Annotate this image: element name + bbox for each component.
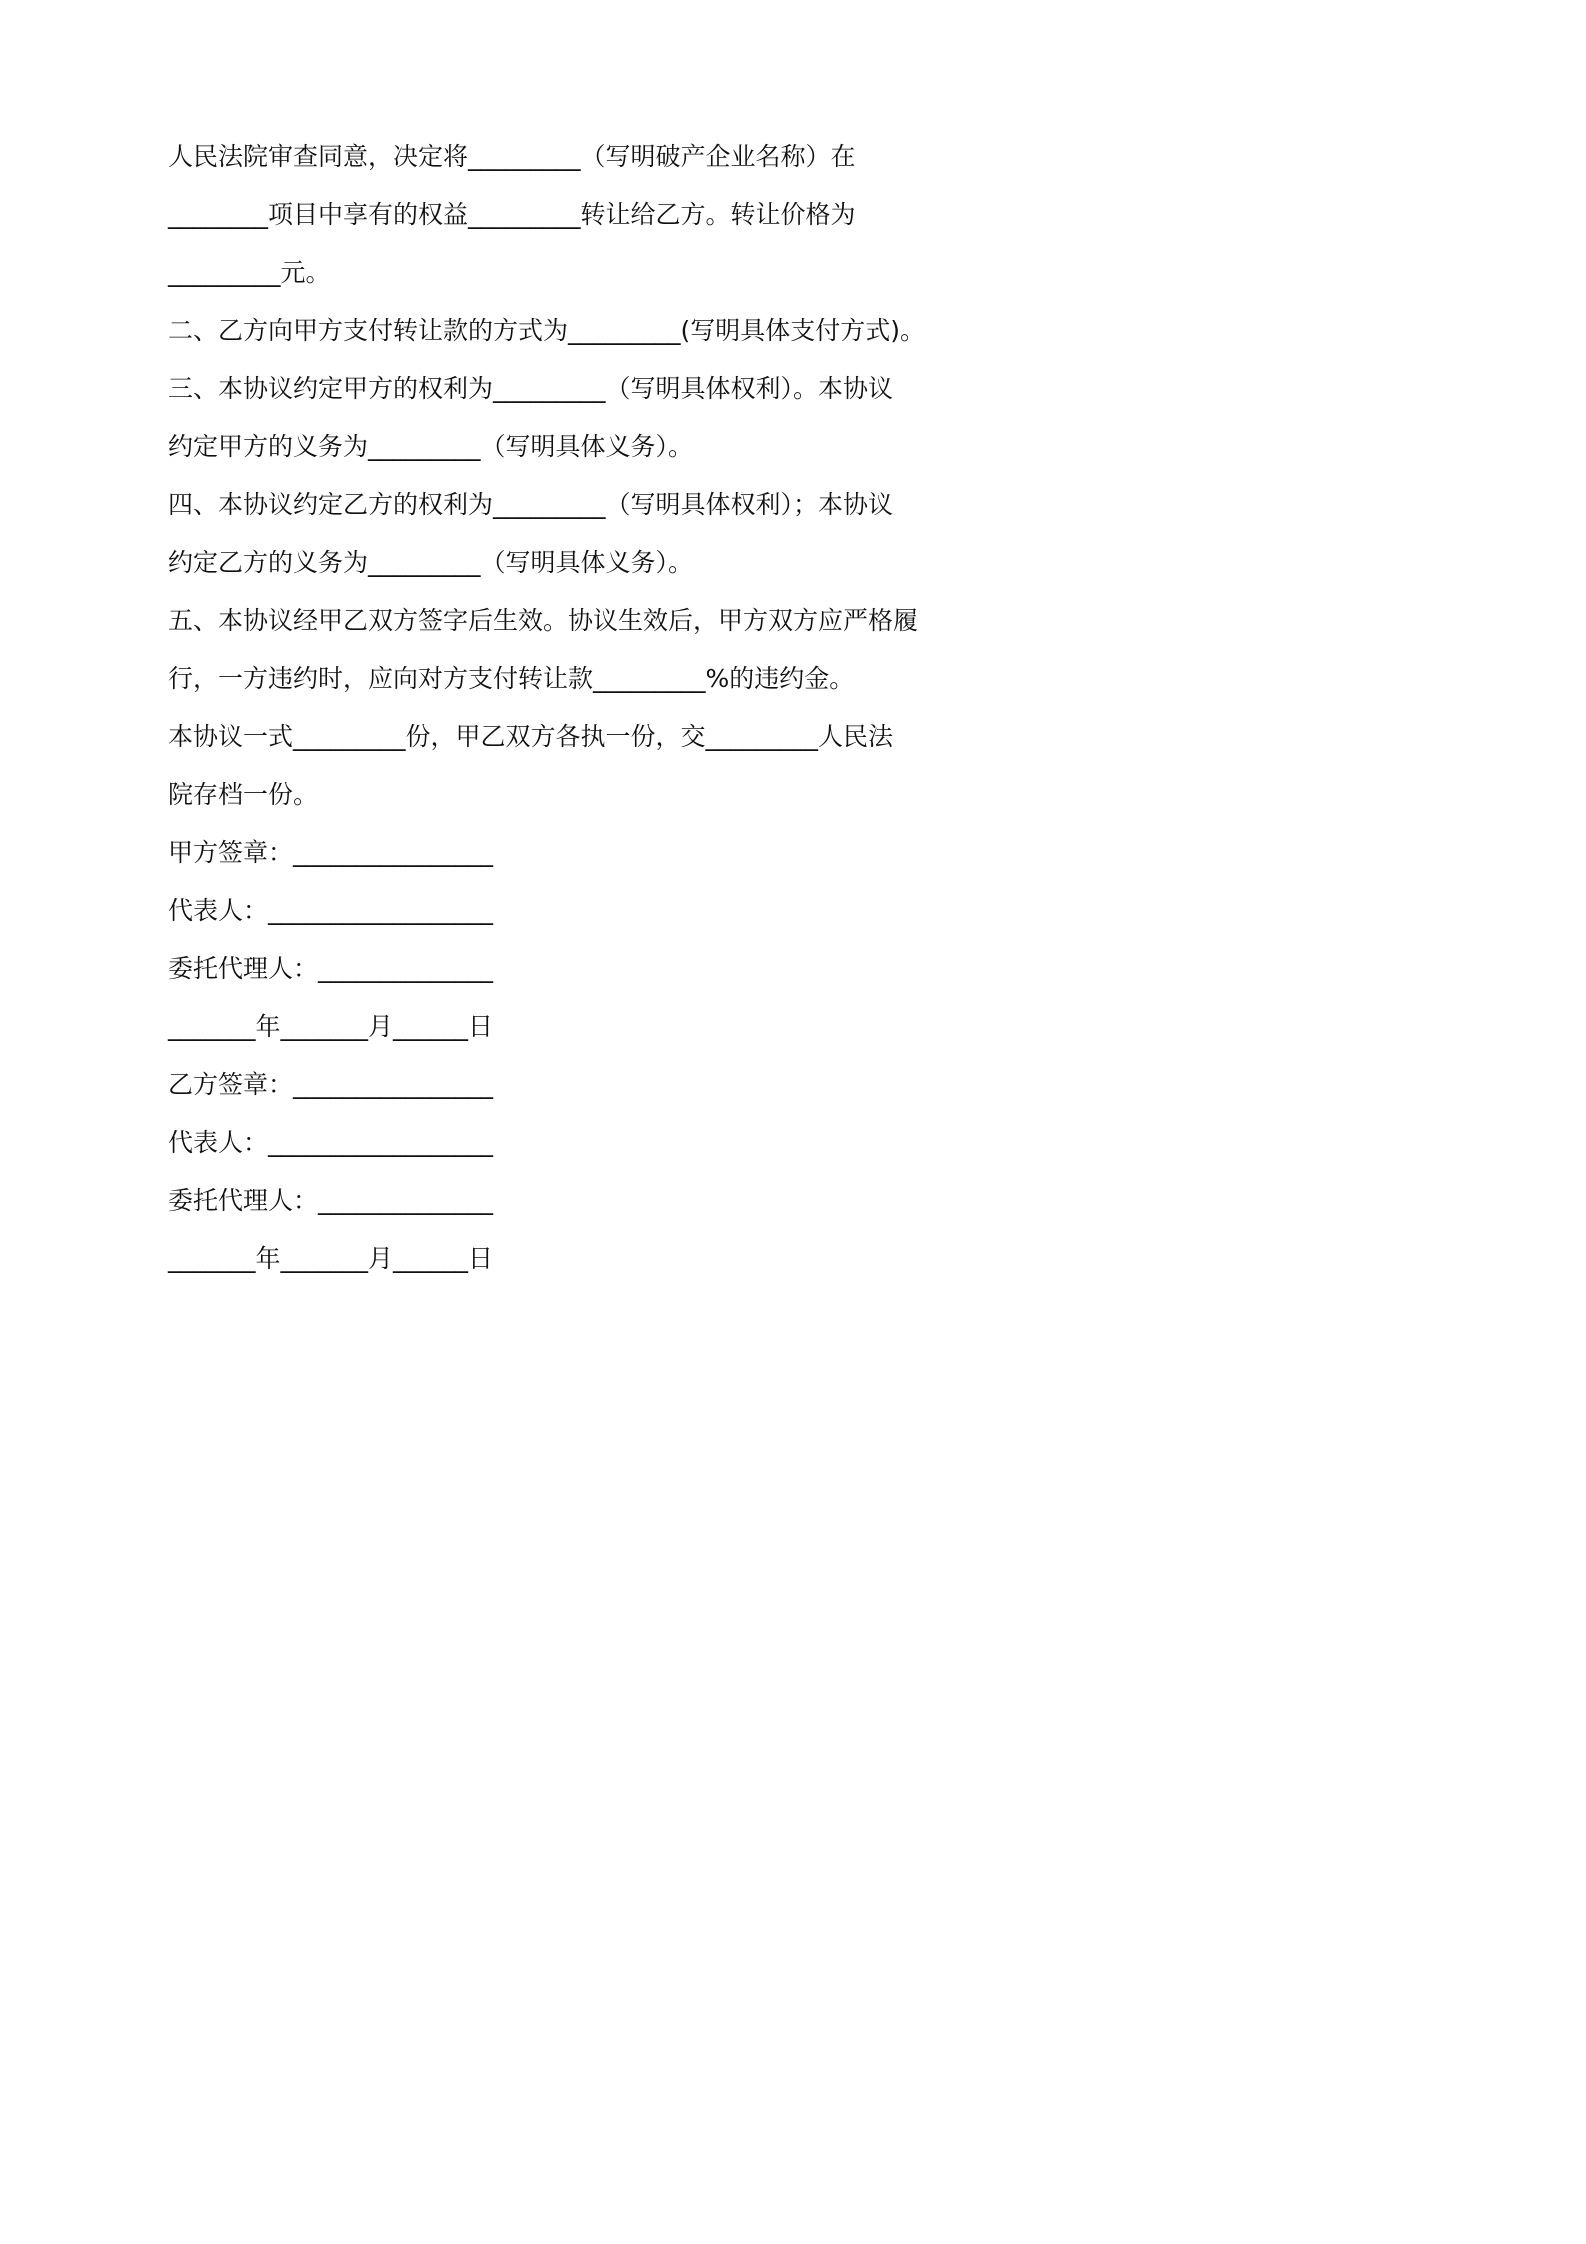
text-line: 人民法院审查同意，决定将_________（写明破产企业名称）在 bbox=[168, 142, 856, 171]
party-a-agent-line: 委托代理人：______________ bbox=[168, 954, 494, 983]
party-b-representative-line: 代表人：__________________ bbox=[168, 1128, 494, 1157]
party-a-date-line: _______年_______月______日 bbox=[168, 1012, 494, 1041]
text-line: 四、本协议约定乙方的权利为_________（写明具体权利）；本协议 bbox=[168, 490, 894, 519]
text-line: 二、乙方向甲方支付转让款的方式为_________(写明具体支付方式)。 bbox=[168, 316, 926, 345]
party-b-date-line: _______年_______月______日 bbox=[168, 1244, 494, 1273]
text-line: 三、本协议约定甲方的权利为_________（写明具体权利）。本协议 bbox=[168, 374, 894, 403]
document-body bbox=[168, 128, 968, 1288]
text-line: 院存档一份。 bbox=[168, 780, 319, 809]
party-b-agent-line: 委托代理人：______________ bbox=[168, 1186, 494, 1215]
text-line: 本协议一式_________份，甲乙双方各执一份，交_________人民法 bbox=[168, 722, 894, 751]
party-a-signature-line: 甲方签章：________________ bbox=[168, 838, 494, 867]
text-line: _________元。 bbox=[168, 258, 331, 287]
document-page bbox=[0, 0, 1098, 1553]
text-line: 行，一方违约时，应向对方支付转让款_________%的违约金。 bbox=[168, 664, 855, 693]
text-line: ________项目中享有的权益_________转让给乙方。转让价格为 bbox=[168, 200, 856, 229]
text-line: 五、本协议经甲乙双方签字后生效。协议生效后，甲方双方应严格履 bbox=[168, 606, 919, 635]
party-a-representative-line: 代表人：__________________ bbox=[168, 896, 494, 925]
text-line: 约定甲方的义务为_________（写明具体义务）。 bbox=[168, 432, 694, 461]
text-line: 约定乙方的义务为_________（写明具体义务）。 bbox=[168, 548, 694, 577]
party-b-signature-line: 乙方签章：________________ bbox=[168, 1070, 494, 1099]
